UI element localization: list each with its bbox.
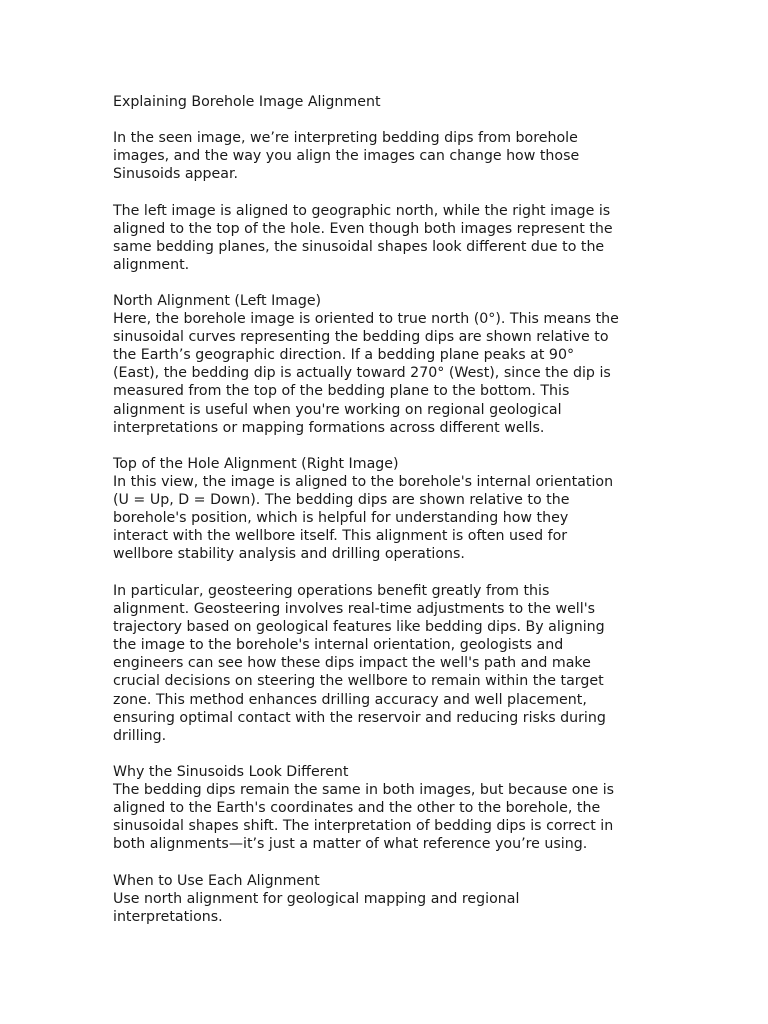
section-heading: North Alignment (Left Image) xyxy=(113,293,322,309)
paragraph-line: (East), the bedding dip is actually toward 270° (West), since the dip is xyxy=(113,365,611,382)
paragraph-line: wellbore stability analysis and drilling operations. xyxy=(113,546,465,563)
geosteering-paragraph xyxy=(113,582,673,745)
paragraph-line: sinusoidal shapes shift. The interpretation of bedding dips is correct in xyxy=(113,818,614,835)
why-sinusoids-section xyxy=(113,763,673,853)
paragraph-line: ensuring optimal contact with the reservoir and reducing risks during xyxy=(113,709,606,726)
section-heading: Why the Sinusoids Look Different xyxy=(113,764,349,780)
paragraph-line: Sinusoids appear. xyxy=(113,166,239,183)
paragraph-line: (U = Up, D = Down). The bedding dips are shown relative to the xyxy=(113,492,570,509)
paragraph-line: images, and the way you align the images can change how those xyxy=(113,148,580,165)
north-alignment-section xyxy=(113,292,673,437)
paragraph-line: borehole's position, which is helpful for understanding how they xyxy=(113,510,569,527)
section-heading: Top of the Hole Alignment (Right Image) xyxy=(113,456,399,472)
section-heading: When to Use Each Alignment xyxy=(113,873,320,889)
intro-paragraph xyxy=(113,129,673,183)
paragraph-line: interact with the wellbore itself. This alignment is often used for xyxy=(113,528,568,545)
paragraph-line: Use north alignment for geological mapping and regional xyxy=(113,891,520,908)
top-of-hole-section xyxy=(113,455,673,564)
paragraph-line: the Earth’s geographic direction. If a bedding plane peaks at 90° xyxy=(113,347,575,364)
paragraph-line: interpretations. xyxy=(113,909,223,926)
paragraph-line: engineers can see how these dips impact the well's path and make xyxy=(113,655,591,672)
paragraph-line: drilling. xyxy=(113,727,167,744)
paragraph-line: Here, the borehole image is oriented to true north (0°). This means the xyxy=(113,311,619,328)
paragraph-line: the image to the borehole's internal orientation, geologists and xyxy=(113,637,564,654)
paragraph-line: same bedding planes, the sinusoidal shapes look different due to the xyxy=(113,239,605,256)
paragraph-line: aligned to the top of the hole. Even though both images represent the xyxy=(113,221,613,238)
when-to-use-section xyxy=(113,872,673,926)
paragraph-line: sinusoidal curves representing the bedding dips are shown relative to xyxy=(113,329,609,346)
paragraph-line: The bedding dips remain the same in both images, but because one is xyxy=(113,782,615,799)
overview-paragraph xyxy=(113,202,673,274)
title-line: Explaining Borehole Image Alignment xyxy=(113,94,381,110)
paragraph-line: The left image is aligned to geographic north, while the right image is xyxy=(113,203,611,219)
paragraph-line: In this view, the image is aligned to the borehole's internal orientation xyxy=(113,474,614,491)
paragraph-line: In particular, geosteering operations benefit greatly from this xyxy=(113,583,550,599)
paragraph-line: aligned to the Earth's coordinates and the other to the borehole, the xyxy=(113,800,601,817)
paragraph-line: In the seen image, we’re interpreting bedding dips from borehole xyxy=(113,130,578,146)
paragraph-line: zone. This method enhances drilling accuracy and well placement, xyxy=(113,691,587,708)
paragraph-line: alignment. xyxy=(113,257,190,274)
paragraph-line: measured from the top of the bedding plane to the bottom. This xyxy=(113,383,570,400)
paragraph-line: trajectory based on geological features like bedding dips. By aligning xyxy=(113,619,605,636)
paragraph-line: alignment. Geosteering involves real-time adjustments to the well's xyxy=(113,601,595,618)
paragraph-line: both alignments—it’s just a matter of what reference you’re using. xyxy=(113,836,588,853)
document-title xyxy=(113,93,673,111)
paragraph-line: crucial decisions on steering the wellbore to remain within the target xyxy=(113,673,604,690)
paragraph-line: interpretations or mapping formations across different wells. xyxy=(113,419,545,436)
paragraph-line: alignment is useful when you're working on regional geological xyxy=(113,401,562,418)
